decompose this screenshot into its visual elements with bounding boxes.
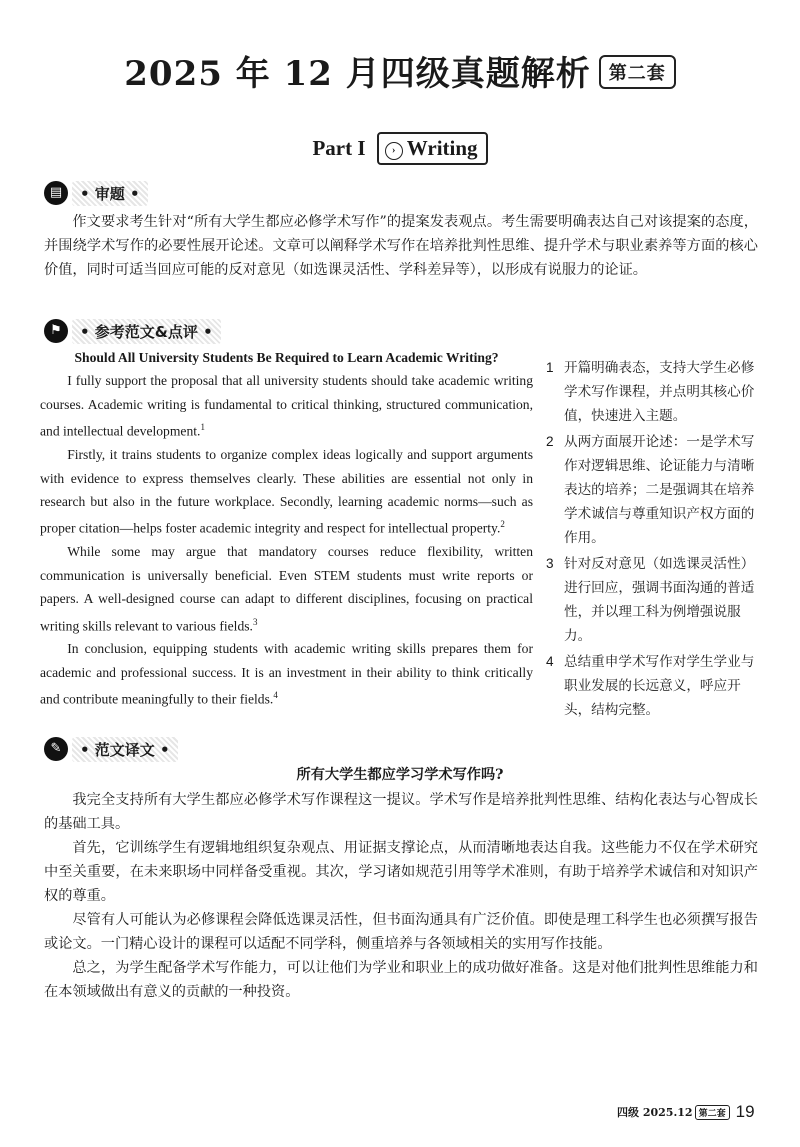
footer-label: 四级 2025.12 xyxy=(617,1106,693,1119)
commentary-notes xyxy=(546,356,761,722)
part-name-box xyxy=(377,132,488,165)
pencil-icon: ✎ xyxy=(44,737,68,761)
translation-paragraph: 尽管有人可能认为必修课程会降低选课灵活性，但书面沟通具有广泛价值。即使是理工科学生也必须撰写报告或论文。一门精心设计的课程可以适配不同学科，侧重培养与各领域相关的实用写作技能。 xyxy=(44,912,758,952)
analysis-heading-label: • 审题 • xyxy=(72,181,148,206)
translation-text-block xyxy=(44,788,758,1004)
essay-paragraph: I fully support the proposal that all university students should take academic writing courses. Academic writing is fundamental to critical thinking, structured communication, and intellectual development.$^1$ xyxy=(40,373,533,439)
essay-title: Should All University Students Be Required to Learn Academic Writing? xyxy=(74,350,499,365)
set-badge: 第二套 xyxy=(599,55,676,89)
sample-essay xyxy=(40,346,533,711)
note-number: 2 xyxy=(546,434,554,449)
commentary-note xyxy=(546,650,761,722)
translation-title: 所有大学生都应学习学术写作吗? xyxy=(296,767,504,783)
translation-heading-label: • 范文译文 • xyxy=(72,737,178,762)
note-number: 3 xyxy=(546,556,554,571)
part-heading xyxy=(0,132,800,165)
essay-paragraph: Firstly, it trains students to organize complex ideas logically and support arguments with evidence to express themselves clearly. These abilities are essential not only in research but also in the future workplace. Secondly, learning academic norms—such as proper citation—helps foster academic integrity and respect for intellectual property.$^2$ xyxy=(40,447,533,536)
analysis-heading xyxy=(44,180,148,206)
note-ref: 2 xyxy=(500,519,505,530)
note-ref: 1 xyxy=(200,422,205,433)
note-text: 开篇明确表态，支持大学生必修学术写作课程，并点明其核心价值，快速进入主题。 xyxy=(564,360,755,424)
footer-badge: 第二套 xyxy=(695,1105,730,1120)
commentary-note xyxy=(546,356,761,428)
note-text: 从两方面展开论述：一是学术写作对逻辑思维、论证能力与清晰表达的培养；二是强调其在培养学术诚信与尊重知识产权方面的作用。 xyxy=(564,434,755,546)
translation-heading xyxy=(44,736,178,762)
sample-heading xyxy=(44,318,221,344)
note-number: 4 xyxy=(546,654,554,669)
document-icon: ▤ xyxy=(44,181,68,205)
essay-paragraph: While some may argue that mandatory courses reduce flexibility, written communication is universally beneficial. Even STEM students must write reports or papers. A well-designed course can adapt to different disciplines, focusing on practical writing skills relevant to various fields.$^3$ xyxy=(40,544,533,634)
analysis-text-block xyxy=(44,210,758,282)
note-ref: 3 xyxy=(252,616,258,627)
commentary-note xyxy=(546,552,761,648)
commentary-note xyxy=(546,430,761,550)
page-footer xyxy=(617,1102,755,1122)
flag-icon: ⚑ xyxy=(44,319,68,343)
part-name: Writing xyxy=(406,136,478,160)
analysis-paragraph: 作文要求考生针对“所有大学生都应必修学术写作”的提案发表观点。考生需要明确表达自己对该提案的态度，并围绕学术写作的必要性展开论述。文章可以阐释学术写作在培养批判性思维、提升学术与职业素养等方面的核心价值，同时可适当回应可能的反对意见（如选课灵活性、学科差异等），以形成有说服力的论证。 xyxy=(44,214,758,278)
page-title-text: 2025 年 12 月四级真题解析 xyxy=(124,54,591,94)
sample-heading-label: • 参考范文&点评 • xyxy=(72,319,221,344)
page-title xyxy=(0,46,800,95)
note-number: 1 xyxy=(546,360,554,375)
note-text: 针对反对意见（如选课灵活性）进行回应，强调书面沟通的普适性，并以理工科为例增强说服力。 xyxy=(564,556,755,644)
note-text: 总结重申学术写作对学生学业与职业发展的长远意义，呼应开头，结构完整。 xyxy=(564,654,755,718)
translation-paragraph: 我完全支持所有大学生都应必修学术写作课程这一提议。学术写作是培养批判性思维、结构化表达与心智成长的基础工具。 xyxy=(44,792,758,832)
note-ref: 4 xyxy=(273,690,278,701)
translation-paragraph: 总之，为学生配备学术写作能力，可以让他们为学业和职业上的成功做好准备。这是对他们批判性思维能力和在本领域做出有意义的贡献的一种投资。 xyxy=(44,960,758,1000)
part-label: Part I xyxy=(312,136,366,160)
translation-paragraph: 首先，它训练学生有逻辑地组织复杂观点、用证据支撑论点，从而清晰地表达自我。这些能力不仅在学术研究中至关重要，在未来职场中同样备受重视。其次，学习诸如规范引用等学术准则，有助于培养学术诚信和对知识产权的尊重。 xyxy=(44,840,758,904)
essay-paragraph: In conclusion, equipping students with academic writing skills prepares them for academic and professional success. It is an investment in their ability to think critically and contribute meaningfully to their fields.$^4$ xyxy=(40,641,533,707)
circled-chevron-right-icon: › xyxy=(385,142,403,160)
page-number: 19 xyxy=(735,1102,755,1121)
